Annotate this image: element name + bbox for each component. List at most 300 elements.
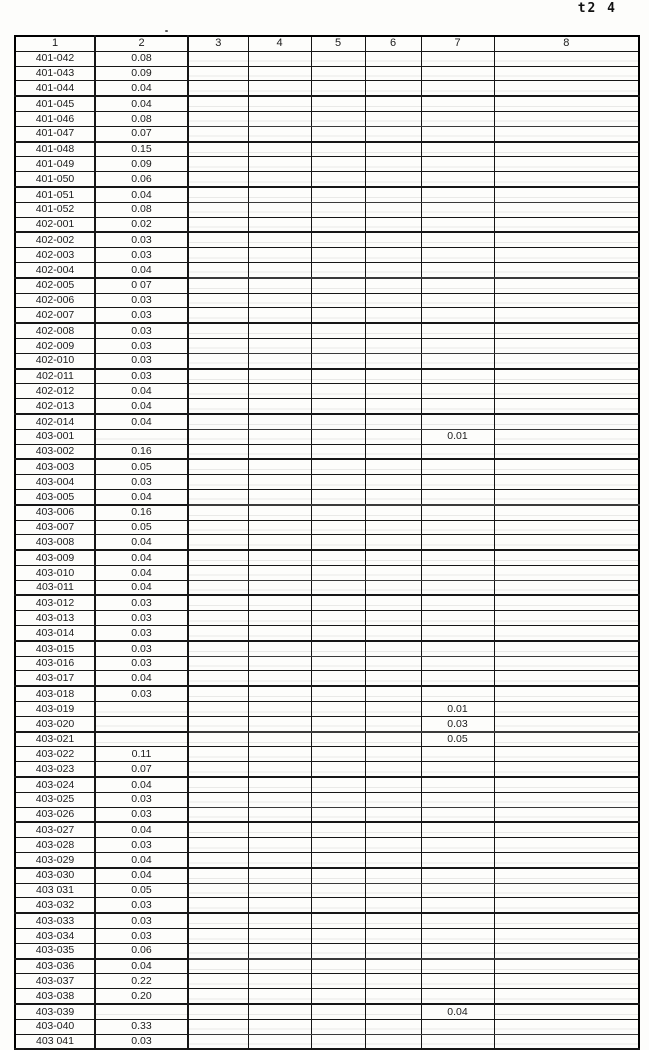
value-cell [311, 943, 365, 958]
sample-id-cell: 402-004 [15, 262, 95, 277]
value-cell [248, 217, 311, 232]
sample-id-cell: 403 041 [15, 1034, 95, 1049]
value-cell [311, 565, 365, 580]
value-cell [248, 293, 311, 308]
value-cell [494, 489, 639, 504]
value-cell: 0.07 [95, 762, 188, 777]
value-cell [494, 792, 639, 807]
table-row [15, 232, 639, 247]
value-cell [248, 1004, 311, 1019]
table-row [15, 51, 639, 66]
table-row [15, 338, 639, 353]
value-cell [365, 202, 421, 217]
value-cell [494, 369, 639, 384]
value-cell [188, 943, 248, 958]
sample-id-cell: 402-007 [15, 308, 95, 323]
value-cell: 0.03 [95, 641, 188, 656]
value-cell [188, 959, 248, 974]
value-cell [365, 520, 421, 535]
table-row [15, 838, 639, 853]
value-cell: 0.04 [95, 384, 188, 399]
sample-id-cell: 403 031 [15, 883, 95, 898]
value-cell [95, 429, 188, 444]
value-cell [188, 611, 248, 626]
value-cell [421, 686, 494, 701]
value-cell [188, 248, 248, 263]
value-cell [421, 656, 494, 671]
value-cell [365, 762, 421, 777]
value-cell [421, 747, 494, 762]
value-cell [494, 671, 639, 686]
sample-id-cell: 401-046 [15, 111, 95, 126]
value-cell [494, 716, 639, 731]
sample-id-cell: 401-044 [15, 81, 95, 96]
value-cell: 0.03 [421, 716, 494, 731]
value-cell [188, 565, 248, 580]
value-cell [188, 989, 248, 1004]
value-cell: 0.03 [95, 626, 188, 641]
value-cell [248, 384, 311, 399]
value-cell [188, 822, 248, 837]
value-cell [248, 702, 311, 717]
value-cell [248, 671, 311, 686]
value-cell [248, 762, 311, 777]
value-cell [188, 369, 248, 384]
sample-id-cell: 402-012 [15, 384, 95, 399]
value-cell [248, 883, 311, 898]
value-cell [248, 248, 311, 263]
value-cell [188, 444, 248, 459]
value-cell [188, 278, 248, 293]
value-cell [248, 81, 311, 96]
value-cell [248, 459, 311, 474]
value-cell [421, 913, 494, 928]
value-cell [421, 126, 494, 141]
value-cell [421, 187, 494, 202]
value-cell [188, 262, 248, 277]
table-row [15, 580, 639, 595]
table-row [15, 565, 639, 580]
value-cell [248, 853, 311, 868]
sample-id-cell: 403-023 [15, 762, 95, 777]
value-cell [188, 671, 248, 686]
value-cell: 0.04 [95, 414, 188, 429]
table-row [15, 883, 639, 898]
sample-id-cell: 401-052 [15, 202, 95, 217]
value-cell [365, 444, 421, 459]
sample-id-cell: 403-004 [15, 475, 95, 490]
value-cell [494, 929, 639, 944]
table-row [15, 1034, 639, 1049]
value-cell [248, 51, 311, 66]
value-cell [365, 172, 421, 187]
value-cell [248, 444, 311, 459]
table-row [15, 641, 639, 656]
sample-id-cell: 401-050 [15, 172, 95, 187]
value-cell [365, 868, 421, 883]
value-cell [188, 580, 248, 595]
sample-id-cell: 401-043 [15, 66, 95, 81]
value-cell [188, 974, 248, 989]
sample-id-cell: 401-049 [15, 157, 95, 172]
sample-id-cell: 401-045 [15, 96, 95, 111]
value-cell [311, 459, 365, 474]
column-header: 3 [188, 36, 248, 51]
table-row [15, 853, 639, 868]
value-cell [188, 172, 248, 187]
value-cell [421, 611, 494, 626]
value-cell [421, 489, 494, 504]
value-cell [494, 96, 639, 111]
value-cell [188, 550, 248, 565]
value-cell [365, 278, 421, 293]
value-cell [188, 414, 248, 429]
table-body [15, 51, 639, 1049]
value-cell [494, 172, 639, 187]
sample-id-cell: 403-036 [15, 959, 95, 974]
value-cell [421, 868, 494, 883]
table-row [15, 762, 639, 777]
value-cell [365, 807, 421, 822]
value-cell: 0.03 [95, 913, 188, 928]
value-cell [494, 898, 639, 913]
value-cell [421, 1019, 494, 1034]
sample-id-cell: 403-002 [15, 444, 95, 459]
value-cell: 0.04 [95, 262, 188, 277]
value-cell: 0.03 [95, 807, 188, 822]
column-header: 1 [15, 36, 95, 51]
value-cell [311, 293, 365, 308]
value-cell: 0.06 [95, 172, 188, 187]
table-row [15, 384, 639, 399]
table-row [15, 656, 639, 671]
value-cell [494, 656, 639, 671]
sample-id-cell: 402-014 [15, 414, 95, 429]
value-cell [365, 671, 421, 686]
value-cell [365, 489, 421, 504]
value-cell [494, 989, 639, 1004]
value-cell [494, 686, 639, 701]
value-cell [188, 1034, 248, 1049]
value-cell [421, 384, 494, 399]
table-row [15, 369, 639, 384]
value-cell [494, 81, 639, 96]
value-cell [248, 656, 311, 671]
value-cell: 0.04 [95, 853, 188, 868]
value-cell [248, 1034, 311, 1049]
value-cell [365, 716, 421, 731]
value-cell [311, 792, 365, 807]
value-cell [421, 959, 494, 974]
value-cell [311, 202, 365, 217]
value-cell [311, 716, 365, 731]
sample-id-cell: 402-008 [15, 323, 95, 338]
value-cell [365, 989, 421, 1004]
value-cell [421, 626, 494, 641]
value-cell [365, 353, 421, 368]
value-cell [494, 1019, 639, 1034]
table-row [15, 459, 639, 474]
sample-id-cell: 403-024 [15, 777, 95, 792]
sample-id-cell: 403-016 [15, 656, 95, 671]
value-cell [365, 308, 421, 323]
value-cell [494, 429, 639, 444]
value-cell [248, 989, 311, 1004]
value-cell [248, 142, 311, 157]
value-cell [311, 611, 365, 626]
value-cell [311, 580, 365, 595]
value-cell: 0.20 [95, 989, 188, 1004]
value-cell [494, 232, 639, 247]
table-row [15, 807, 639, 822]
value-cell [494, 353, 639, 368]
sample-id-cell: 402-002 [15, 232, 95, 247]
value-cell [421, 475, 494, 490]
value-cell [494, 1034, 639, 1049]
value-cell: 0.03 [95, 308, 188, 323]
sample-id-cell: 403-026 [15, 807, 95, 822]
value-cell: 0.03 [95, 369, 188, 384]
value-cell [248, 838, 311, 853]
value-cell [365, 535, 421, 550]
value-cell [365, 1019, 421, 1034]
value-cell [421, 157, 494, 172]
value-cell [311, 989, 365, 1004]
value-cell [188, 686, 248, 701]
sample-id-cell: 403-019 [15, 702, 95, 717]
value-cell: 0.03 [95, 898, 188, 913]
value-cell: 0.04 [95, 580, 188, 595]
value-cell [248, 611, 311, 626]
value-cell [311, 172, 365, 187]
table-row [15, 157, 639, 172]
value-cell [494, 66, 639, 81]
value-cell [248, 353, 311, 368]
value-cell [421, 202, 494, 217]
value-cell [365, 262, 421, 277]
value-cell [365, 641, 421, 656]
value-cell: 0.05 [95, 883, 188, 898]
value-cell [494, 475, 639, 490]
value-cell [95, 702, 188, 717]
value-cell [421, 323, 494, 338]
value-cell [248, 792, 311, 807]
sample-id-cell: 403-007 [15, 520, 95, 535]
value-cell [365, 111, 421, 126]
value-cell [311, 732, 365, 747]
value-cell [95, 1004, 188, 1019]
value-cell [188, 762, 248, 777]
value-cell [248, 943, 311, 958]
value-cell [365, 838, 421, 853]
column-header: 6 [365, 36, 421, 51]
value-cell [365, 217, 421, 232]
value-cell [421, 81, 494, 96]
value-cell: 0.04 [95, 81, 188, 96]
value-cell [248, 580, 311, 595]
value-cell [248, 595, 311, 610]
value-cell [494, 611, 639, 626]
value-cell [494, 293, 639, 308]
value-cell [365, 777, 421, 792]
value-cell [311, 429, 365, 444]
value-cell [311, 868, 365, 883]
value-cell [365, 157, 421, 172]
value-cell [248, 157, 311, 172]
table-row [15, 989, 639, 1004]
value-cell [494, 853, 639, 868]
value-cell [365, 913, 421, 928]
table-row [15, 913, 639, 928]
value-cell [494, 384, 639, 399]
value-cell [421, 520, 494, 535]
sample-id-cell: 403-005 [15, 489, 95, 504]
table-row [15, 202, 639, 217]
value-cell [248, 822, 311, 837]
value-cell [494, 702, 639, 717]
value-cell [421, 535, 494, 550]
value-cell [421, 898, 494, 913]
value-cell: 0.03 [95, 1034, 188, 1049]
sample-id-cell: 403-003 [15, 459, 95, 474]
value-cell: 0.03 [95, 611, 188, 626]
value-cell: 0.05 [95, 459, 188, 474]
table-row [15, 686, 639, 701]
value-cell: 0.05 [95, 520, 188, 535]
sample-id-cell: 402-003 [15, 248, 95, 263]
table-row [15, 792, 639, 807]
value-cell [494, 459, 639, 474]
sample-id-cell: 403-014 [15, 626, 95, 641]
sample-id-cell: 403-011 [15, 580, 95, 595]
value-cell [311, 96, 365, 111]
value-cell [365, 550, 421, 565]
sample-id-cell: 403-037 [15, 974, 95, 989]
value-cell [188, 384, 248, 399]
value-cell [248, 414, 311, 429]
value-cell: 0.04 [421, 1004, 494, 1019]
value-cell [311, 626, 365, 641]
value-cell [188, 1004, 248, 1019]
sample-id-cell: 403-012 [15, 595, 95, 610]
value-cell: 0.02 [95, 217, 188, 232]
value-cell [188, 913, 248, 928]
value-cell [421, 565, 494, 580]
value-cell [365, 369, 421, 384]
value-cell [421, 989, 494, 1004]
value-cell [248, 202, 311, 217]
value-cell [365, 187, 421, 202]
value-cell [311, 157, 365, 172]
value-cell [188, 807, 248, 822]
table-row [15, 444, 639, 459]
table-row [15, 126, 639, 141]
value-cell [365, 51, 421, 66]
value-cell [494, 641, 639, 656]
value-cell [188, 883, 248, 898]
value-cell [188, 838, 248, 853]
column-header: 7 [421, 36, 494, 51]
value-cell [188, 489, 248, 504]
value-cell [421, 580, 494, 595]
value-cell [494, 278, 639, 293]
value-cell [188, 792, 248, 807]
value-cell [494, 520, 639, 535]
table-row [15, 974, 639, 989]
value-cell [365, 459, 421, 474]
sample-id-cell: 401-042 [15, 51, 95, 66]
table-row [15, 66, 639, 81]
value-cell [248, 111, 311, 126]
value-cell [311, 308, 365, 323]
scan-speck [165, 30, 168, 32]
value-cell [494, 807, 639, 822]
value-cell [248, 308, 311, 323]
sample-id-cell: 403-025 [15, 792, 95, 807]
value-cell [188, 898, 248, 913]
value-cell [365, 384, 421, 399]
sample-id-cell: 402-005 [15, 278, 95, 293]
value-cell: 0.03 [95, 929, 188, 944]
value-cell [311, 142, 365, 157]
data-table [14, 35, 640, 1050]
value-cell [311, 489, 365, 504]
value-cell [421, 96, 494, 111]
value-cell [365, 822, 421, 837]
sample-id-cell: 402-013 [15, 399, 95, 414]
value-cell [188, 716, 248, 731]
value-cell [311, 762, 365, 777]
value-cell [248, 929, 311, 944]
table-row [15, 898, 639, 913]
sample-id-cell: 403-018 [15, 686, 95, 701]
value-cell [311, 550, 365, 565]
value-cell [311, 535, 365, 550]
sample-id-cell: 403-032 [15, 898, 95, 913]
value-cell [188, 656, 248, 671]
table-row [15, 747, 639, 762]
value-cell [421, 943, 494, 958]
sample-id-cell: 403-006 [15, 505, 95, 520]
sample-id-cell: 403-015 [15, 641, 95, 656]
value-cell [188, 595, 248, 610]
value-cell: 0.04 [95, 959, 188, 974]
value-cell [494, 1004, 639, 1019]
value-cell [311, 51, 365, 66]
value-cell [421, 353, 494, 368]
value-cell [248, 747, 311, 762]
value-cell [248, 369, 311, 384]
value-cell [365, 974, 421, 989]
value-cell [494, 595, 639, 610]
table-row [15, 414, 639, 429]
value-cell [188, 459, 248, 474]
table-row [15, 671, 639, 686]
page-annotation: t2 4 [577, 1, 617, 16]
value-cell [311, 671, 365, 686]
value-cell [494, 262, 639, 277]
value-cell [494, 822, 639, 837]
value-cell [494, 187, 639, 202]
value-cell [365, 1004, 421, 1019]
value-cell [311, 959, 365, 974]
value-cell: 0.05 [421, 732, 494, 747]
value-cell [421, 111, 494, 126]
value-cell [248, 732, 311, 747]
table-row [15, 550, 639, 565]
value-cell [248, 641, 311, 656]
table-row [15, 777, 639, 792]
